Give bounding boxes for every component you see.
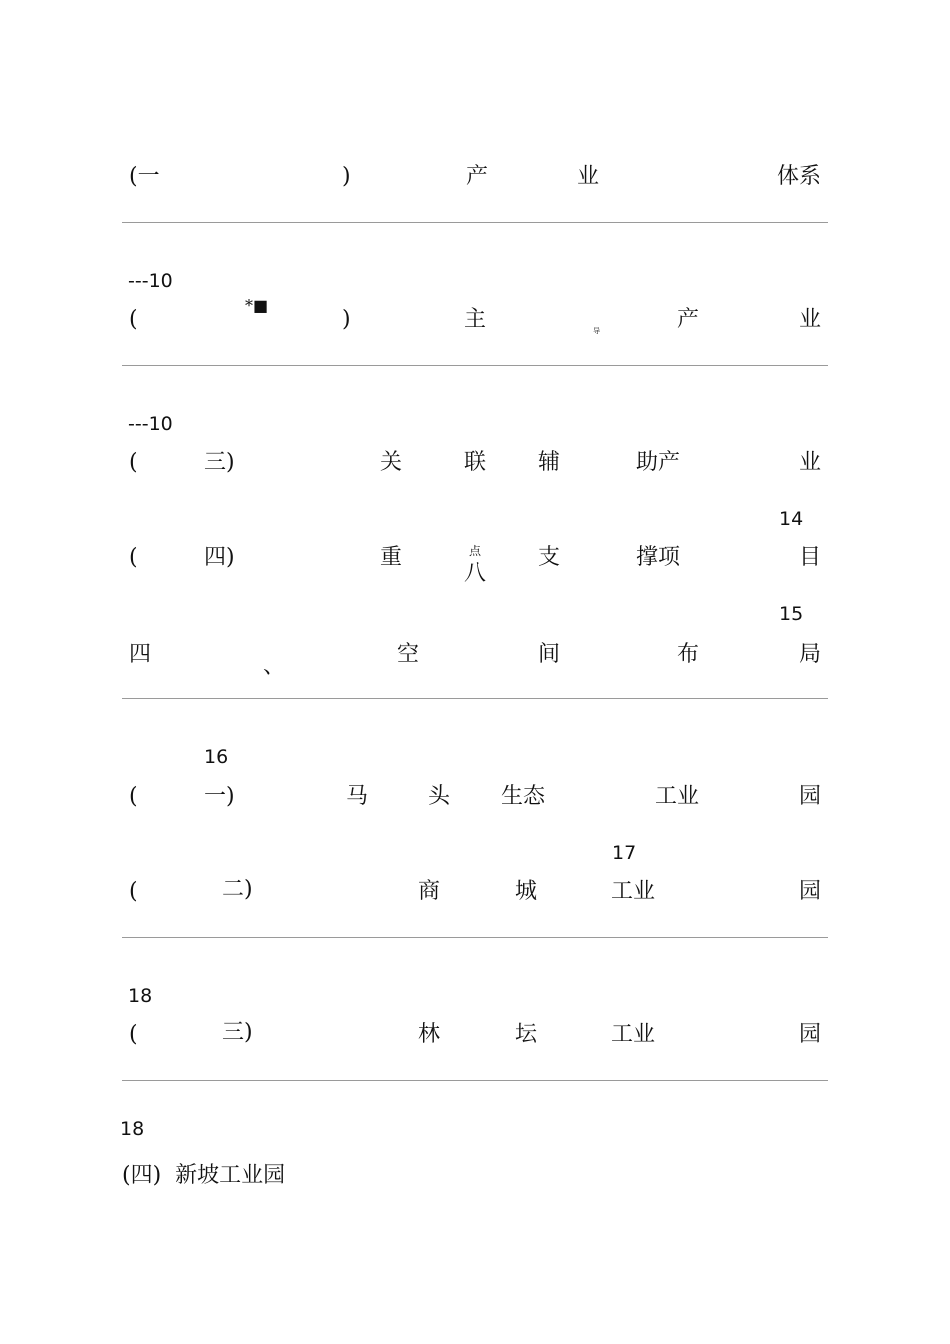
toc-entry-1-3-open: ( — [129, 450, 138, 475]
toc-entry-1-2-word: 主 — [464, 307, 487, 332]
toc-entry-1-1-word: 体系 — [777, 164, 822, 189]
toc-page-number: 18 — [120, 1118, 145, 1140]
toc-entry-4-4-label: (四) 新坡工业园 — [122, 1163, 286, 1188]
toc-entry-1-1-word: 业 — [577, 164, 600, 189]
toc-page-number: ---10 — [128, 270, 173, 292]
toc-entry-1-3-word: 辅 — [538, 450, 561, 475]
toc-entry-1-3-word: 业 — [799, 450, 822, 475]
toc-divider — [122, 365, 828, 366]
toc-entry-4-2-num: 二) — [222, 877, 253, 902]
toc-divider — [122, 698, 828, 699]
toc-entry-4-2-open: ( — [129, 879, 138, 904]
toc-entry-1-4-num: 四) — [204, 545, 235, 570]
toc-entry-4-1-word: 生态 — [501, 784, 546, 809]
toc-page-number: 18 — [128, 985, 153, 1007]
toc-entry-4-2-word: 城 — [515, 879, 538, 904]
toc-entry-4-3-num: 三) — [222, 1020, 253, 1045]
toc-entry-1-4-word: 点 — [469, 544, 482, 558]
toc-entry-1-1-close: ) — [342, 164, 351, 189]
toc-divider — [122, 222, 828, 223]
toc-entry-1-1-open: (一 — [129, 164, 160, 189]
toc-entry-1-4-word: 撑项 — [636, 545, 681, 570]
toc-entry-4-3-word: 林 — [418, 1022, 441, 1047]
toc-divider — [122, 937, 828, 938]
toc-entry-1-3-word: 关 — [380, 450, 403, 475]
toc-entry-1-1-word: 产 — [466, 164, 489, 189]
toc-entry-1-4-word: 目 — [799, 545, 822, 570]
toc-entry-4-2-word: 园 — [799, 879, 822, 904]
toc-entry-1-3-word: 联 — [464, 450, 487, 475]
toc-page-number: 15 — [779, 603, 804, 625]
toc-entry-1-2-mark: *■ — [245, 296, 269, 315]
toc-entry-4-1-word: 园 — [799, 784, 822, 809]
toc-entry-1-4-open: ( — [129, 545, 138, 570]
toc-entry-1-2-close: ) — [342, 307, 351, 332]
toc-page-number: ---10 — [128, 413, 173, 435]
toc-entry-4-1-open: ( — [129, 784, 138, 809]
toc-entry-1-4-word: 八 — [464, 561, 487, 586]
toc-page-number: 17 — [612, 842, 637, 864]
toc-entry-1-3-num: 三) — [204, 450, 235, 475]
toc-section-4-word: 空 — [397, 642, 420, 667]
toc-entry-4-1-word: 工业 — [655, 784, 700, 809]
toc-entry-4-3-word: 坛 — [515, 1022, 538, 1047]
toc-page-number: 14 — [779, 508, 804, 530]
toc-section-4-word: 局 — [799, 642, 822, 667]
toc-section-4-sep: 、 — [263, 654, 286, 679]
toc-entry-4-3-word: 工业 — [611, 1022, 656, 1047]
toc-entry-4-1-word: 马 — [346, 784, 369, 809]
toc-entry-1-2-word: 业 — [799, 307, 822, 332]
toc-entry-4-1-num: 一) — [204, 784, 235, 809]
toc-entry-1-4-word: 重 — [380, 545, 403, 570]
toc-section-4-word: 间 — [538, 642, 561, 667]
toc-entry-4-3-word: 园 — [799, 1022, 822, 1047]
toc-entry-4-2-word: 商 — [418, 879, 441, 904]
toc-page-number: 16 — [204, 746, 229, 768]
toc-entry-1-4-word: 支 — [538, 545, 561, 570]
toc-section-4-num: 四 — [129, 642, 152, 667]
toc-entry-1-2-open: ( — [129, 307, 138, 332]
toc-entry-1-3-word: 助产 — [636, 450, 681, 475]
toc-entry-1-2-word: 导 — [593, 327, 600, 335]
toc-entry-4-3-open: ( — [129, 1022, 138, 1047]
toc-entry-1-2-word: 产 — [677, 307, 700, 332]
toc-divider — [122, 1080, 828, 1081]
toc-section-4-word: 布 — [677, 642, 700, 667]
toc-entry-4-1-word: 头 — [428, 784, 451, 809]
toc-entry-4-2-word: 工业 — [611, 879, 656, 904]
